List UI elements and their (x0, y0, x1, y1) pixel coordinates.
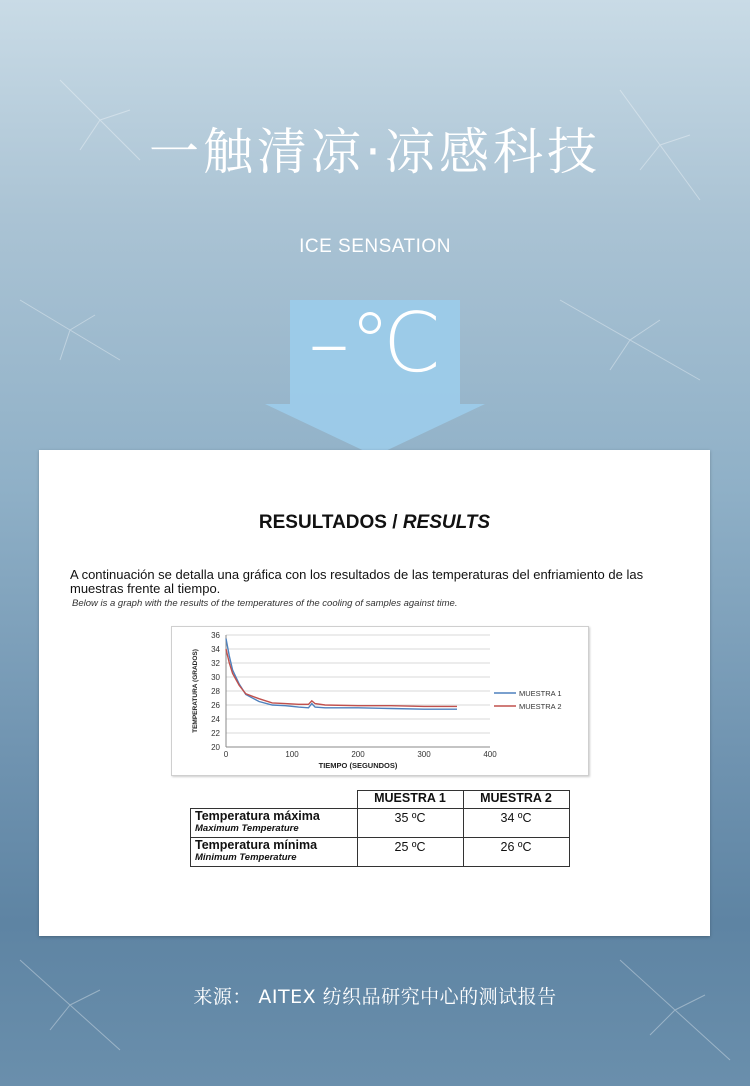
series-line (226, 649, 457, 706)
table-corner (191, 791, 358, 809)
y-tick-label: 32 (211, 659, 220, 668)
report-card (39, 450, 710, 936)
source-caption: 来源： AITEX 纺织品研究中心的测试报告 (193, 986, 557, 1008)
legend-label: MUESTRA 2 (519, 702, 562, 711)
row-label-es: Temperatura máxima (195, 809, 320, 823)
results-heading (39, 512, 710, 534)
y-tick-label: 20 (211, 743, 220, 752)
intro-spanish: A continuación se detalla una gráfica con los resultados de las temperaturas del enfriamiento de las muestras frente al tiempo. (70, 567, 644, 596)
x-tick-label: 300 (417, 750, 431, 759)
y-tick-label: 24 (211, 715, 220, 724)
table-row (191, 838, 570, 867)
page-subtitle: ICE SENSATION (299, 236, 451, 257)
table-cell: 35 ºC (357, 809, 463, 838)
table-row (191, 809, 570, 838)
x-tick-label: 100 (285, 750, 299, 759)
row-label (191, 809, 358, 838)
y-tick-label: 26 (211, 701, 220, 710)
table-cell: 26 ºC (463, 838, 569, 867)
legend-label: MUESTRA 1 (519, 689, 562, 698)
y-tick-label: 22 (211, 729, 220, 738)
table-header-row (191, 791, 570, 809)
row-label-en: Minimum Temperature (195, 852, 297, 863)
row-label-en: Maximum Temperature (195, 823, 299, 834)
page-title: 一触清凉·凉感科技 (149, 123, 601, 181)
results-table (190, 790, 570, 867)
y-tick-label: 34 (211, 645, 220, 654)
y-tick-label: 30 (211, 673, 220, 682)
temperature-chart (172, 627, 588, 775)
y-axis-label: TEMPERATURA (GRADOS) (192, 649, 199, 733)
cooling-symbol: –℃ (308, 296, 442, 391)
row-label (191, 838, 358, 867)
results-heading-main: RESULTADOS / (258, 512, 403, 533)
y-tick-label: 28 (211, 687, 220, 696)
table-cell: 25 ºC (357, 838, 463, 867)
table-header-cell: MUESTRA 1 (357, 791, 463, 809)
table-cell: 34 ºC (463, 809, 569, 838)
x-tick-label: 200 (351, 750, 365, 759)
results-heading-italic: RESULTS (402, 512, 491, 533)
x-tick-label: 400 (483, 750, 497, 759)
intro-english: Below is a graph with the results of the temperatures of the cooling of samples against time. (72, 598, 458, 609)
table-header-cell: MUESTRA 2 (463, 791, 569, 809)
row-label-es: Temperatura mínima (195, 838, 318, 852)
x-axis-label: TIEMPO (SEGUNDOS) (318, 761, 398, 770)
y-tick-label: 36 (211, 631, 220, 640)
x-tick-label: 0 (223, 750, 229, 759)
chart-frame (171, 626, 589, 776)
